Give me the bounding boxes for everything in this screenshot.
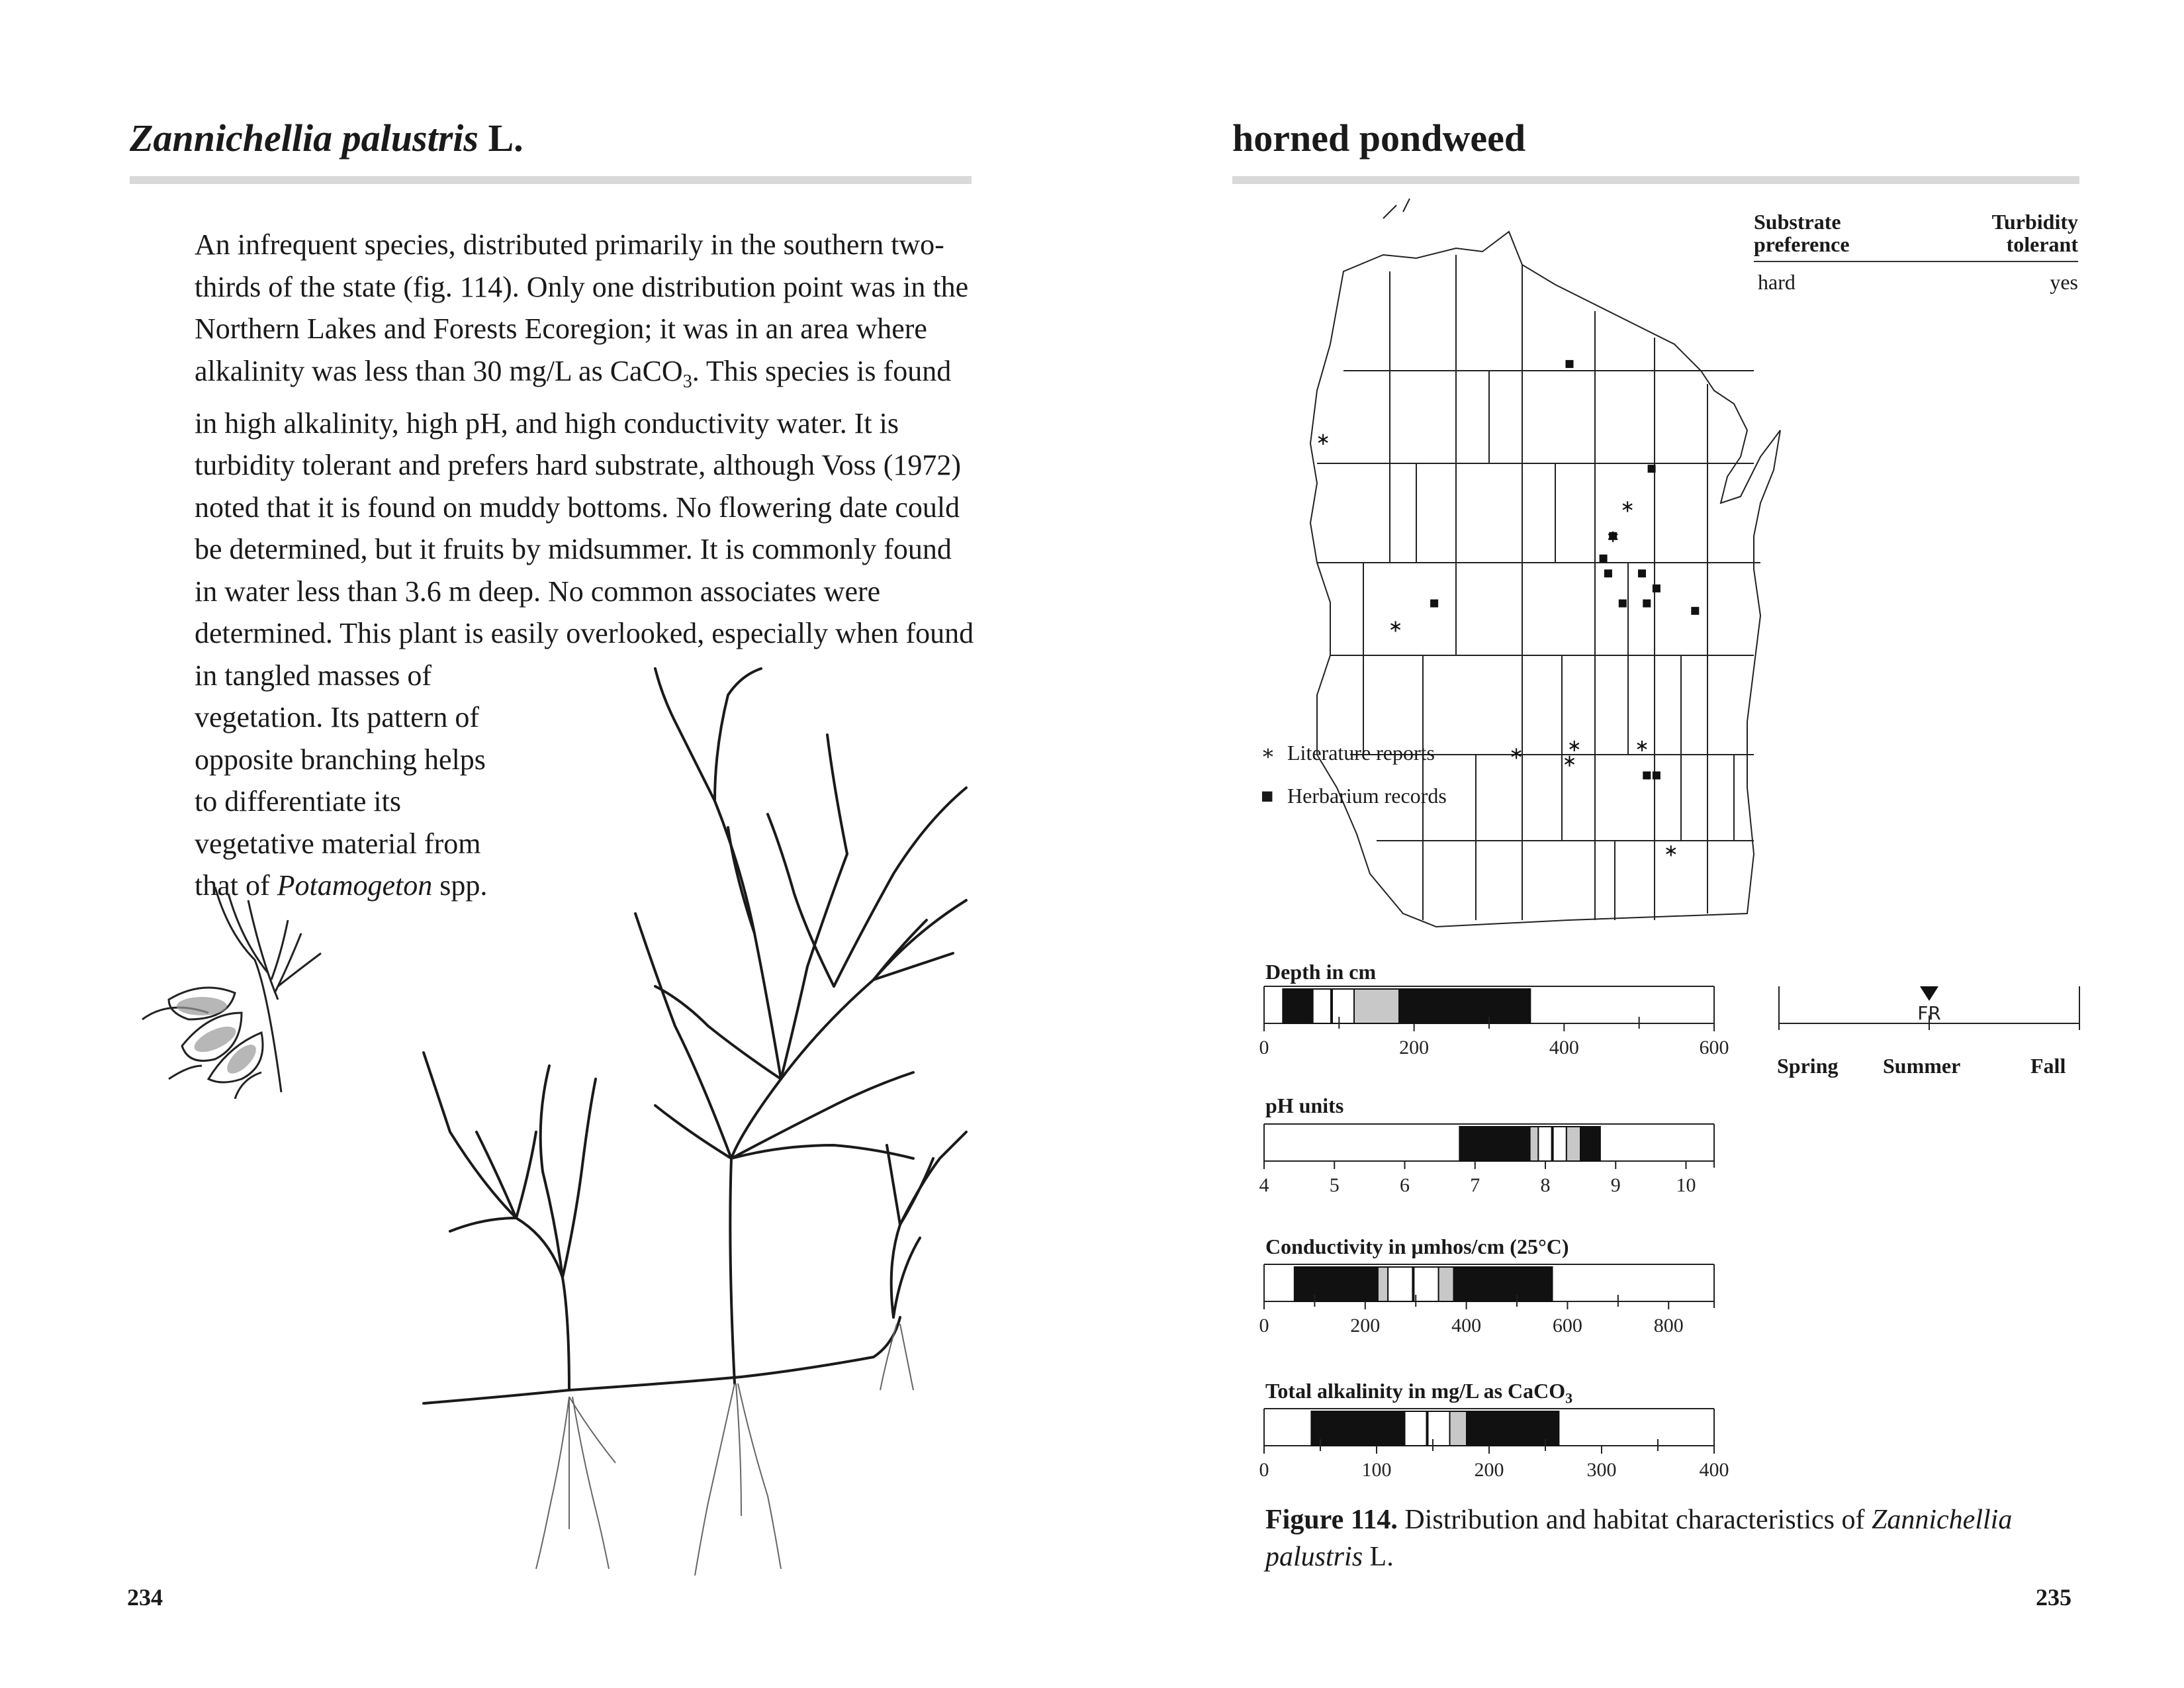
habitat-gauges — [1092, 0, 2184, 1523]
tick-label: 10 — [1676, 1174, 1696, 1196]
tick-label: 400 — [1451, 1315, 1482, 1336]
range-segment — [1439, 1267, 1454, 1301]
tick-label: 200 — [1474, 1459, 1504, 1481]
figure-caption: Figure 114. Distribution and habitat characteristics of Zannichellia palustris L. — [1265, 1505, 2013, 1572]
range-segment — [1567, 1127, 1580, 1161]
substrate-value: hard — [1758, 270, 1796, 294]
fruiting-marker-icon — [1920, 986, 1938, 1001]
tick-label: 8 — [1540, 1174, 1551, 1196]
depth-title: Depth in cm — [1265, 960, 1377, 984]
literature-report-point: ∗ — [1620, 496, 1635, 517]
fruit-cluster-illustration — [129, 880, 354, 1099]
range-segment — [1295, 1267, 1378, 1301]
range-segment — [1311, 1411, 1404, 1446]
species-author: L. — [488, 117, 523, 160]
range-segment — [1428, 1411, 1450, 1446]
tick-label: 400 — [1549, 1037, 1579, 1058]
page-number-left: 234 — [127, 1584, 163, 1611]
common-name-title: horned pondweed — [1232, 117, 1526, 160]
literature-report-point: ∗ — [1567, 736, 1582, 757]
range-segment — [1459, 1127, 1529, 1161]
range-segment — [1399, 989, 1530, 1023]
range-segment — [1283, 989, 1312, 1023]
tick-label: 600 — [1552, 1315, 1582, 1336]
season-fall: Fall — [2030, 1054, 2066, 1078]
square-icon: ■ — [1261, 784, 1274, 808]
tick-label: 7 — [1470, 1174, 1480, 1196]
description-paragraph: An infrequent species, distributed primarily in the southern two-thirds of the state (fig. 114). Only one distribution point was in the Northern Lakes and Forests Ecoregion; it was in an area where alkalinity was less than 30 mg/L as CaCO$_3$. This species is found in high alkalinity, high pH, and high conductivity water. It is turbidity tolerant and prefers hard substrate, although Voss (1972) noted that it is found on muddy bottoms. No flowering date could be determined, but it fruits by midsummer. It is commonly found in water less than 3.6 m deep. No common associates were determined. This plant is easily overlooked, especially when found in tangled masses of vegetation. Its pattern of opposite branching helps to differentiate its vegetative material from that of Potamogeton spp. — [195, 228, 974, 902]
tick-label: 4 — [1259, 1174, 1269, 1196]
season-spring: Spring — [1777, 1054, 1839, 1078]
literature-report-point: ∗ — [1606, 526, 1621, 547]
species-title — [130, 119, 523, 158]
legend-literature: ∗ Literature reports — [1261, 741, 1435, 765]
turbidity-value: yes — [2050, 270, 2078, 294]
tick-label: 600 — [1699, 1037, 1729, 1058]
literature-report-point: ∗ — [1562, 751, 1577, 771]
range-segment — [1580, 1127, 1600, 1161]
tick-label: 5 — [1329, 1174, 1340, 1196]
asterisk-icon: ∗ — [1261, 741, 1275, 765]
literature-report-point: ∗ — [1316, 429, 1331, 449]
range-segment — [1454, 1267, 1553, 1301]
species-name: Zannichellia palustris — [130, 117, 478, 160]
range-segment — [1530, 1127, 1539, 1161]
range-segment — [1313, 989, 1332, 1023]
literature-report-point: ∗ — [1663, 841, 1678, 861]
range-segment — [1354, 989, 1399, 1023]
tick-label: 400 — [1699, 1459, 1729, 1481]
ph-title: pH units — [1265, 1094, 1344, 1117]
range-segment — [1450, 1411, 1467, 1446]
range-segment — [1332, 989, 1354, 1023]
header-rule — [130, 176, 972, 184]
conductivity-title: Conductivity in μmhos/cm (25°C) — [1265, 1235, 1569, 1258]
right-page — [1092, 0, 2184, 1688]
tick-label: 0 — [1259, 1037, 1269, 1058]
substrate-header: Substrate preference — [1754, 210, 1850, 256]
plant-illustration — [371, 655, 999, 1582]
literature-report-point: ∗ — [1388, 616, 1403, 637]
range-segment — [1405, 1411, 1428, 1446]
season-summer: Summer — [1883, 1054, 1961, 1078]
tick-label: 200 — [1350, 1315, 1381, 1336]
fruiting-marker-label: FR — [1917, 1002, 1941, 1024]
page-number-right: 235 — [2036, 1584, 2071, 1611]
tick-label: 800 — [1653, 1315, 1684, 1336]
tick-label: 200 — [1399, 1037, 1430, 1058]
tick-label: 0 — [1259, 1459, 1269, 1481]
legend-herbarium: ■ Herbarium records — [1261, 784, 1447, 808]
alkalinity-title: Total alkalinity in mg/L as CaCO$_3$ — [1265, 1379, 1573, 1407]
range-segment — [1378, 1267, 1388, 1301]
tick-label: 9 — [1610, 1174, 1621, 1196]
literature-report-point: ∗ — [1635, 736, 1649, 757]
literature-report-point: ∗ — [1509, 743, 1524, 764]
tick-label: 6 — [1400, 1174, 1410, 1196]
turbidity-header: Turbidity tolerant — [1991, 210, 2078, 256]
tick-label: 100 — [1361, 1459, 1392, 1481]
tick-label: 300 — [1586, 1459, 1617, 1481]
tick-label: 0 — [1259, 1315, 1269, 1336]
